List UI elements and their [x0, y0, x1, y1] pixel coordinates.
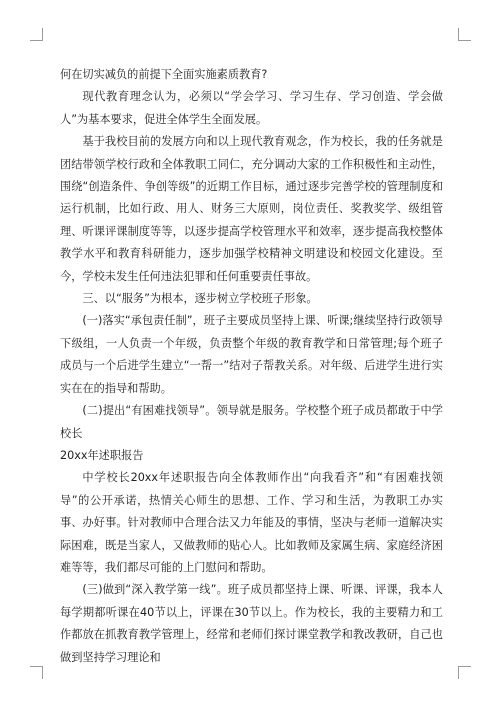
crop-mark-bottom-right: [458, 666, 471, 679]
paragraph-opening-question: 何在切实减负的前提下全面实施素质教育?: [60, 68, 268, 81]
paragraph-responsibility-system: (一)落实“承包责任制”，班子主要成员坚持上课、听课;继续坚持行政领导下级组，一人负责一个年级，负责整个年级的教育教学和日常管理;每个班子成员与一个后进学生建立“一帮一”结对子帮教关系。对年级、后进学生进行实实在在的指导和帮助。: [60, 314, 443, 395]
document-body: [60, 64, 443, 669]
paragraph-education-concept: 现代教育理念认为，必须以“学会学习、学习生存、学习创造、学会做人”为基本要求，促进全体学生全面发展。: [60, 90, 443, 126]
crop-mark-top-right: [458, 28, 471, 41]
paragraph-find-leaders: (二)提出“有困难找领导”。领导就是服务。学校整个班子成员都敢于中学校长: [60, 404, 443, 440]
crop-mark-bottom-left: [30, 666, 43, 679]
paragraph-public-commitment: 中学校长20xx年述职报告向全体教师作出“向我看齐”和“有困难找领导”的公开承诺，热情关心师生的思想、工作、学习和生活，为教职工办实事、办好事。针对教师中合理合法又力年能及的事情，坚决与老师一道解决实际困难，既是当家人，又做教师的贴心人。比如教师及家属生病、家庭经济困难等等，我们都尽可能的上门慰问和帮助。: [60, 471, 443, 574]
section-heading-service: 三、以“服务”为根本，逐步树立学校班子形象。: [82, 292, 318, 306]
paragraph-teaching-frontline: (三)做到“深入教学第一线”。班子成员都坚持上课、听课、评课，我本人每学期都听课在40节以上，评课在30节以上。作为校长，我的主要精力和工作都放在抓教育教学管理上，经常和老师们探讨课堂教学和教改教研，自己也做到坚持学习理论和: [60, 583, 443, 664]
report-title-line: 20xx年述职报告: [60, 448, 144, 462]
paragraph-principal-tasks: 基于我校目前的发展方向和以上现代教育观念，作为校长，我的任务就是团结带领学校行政和全体教职工同仁，充分调动大家的工作积极性和主动性，围绕“创造条件、争创等级”的近期工作目标，通过逐步完善学校的管理制度和运行机制，比如行政、用人、财务三大原则，岗位责任、奖教奖学、级组管理、听课评课制度等等，以逐步提高学校管理水平和效率，逐步提高我校整体教学水平和教育科研能力，逐步加强学校精神文明建设和校园文化建设。至今，学校未发生任何违法犯罪和任何重要责任事故。: [60, 135, 443, 283]
crop-mark-top-left: [30, 28, 43, 41]
